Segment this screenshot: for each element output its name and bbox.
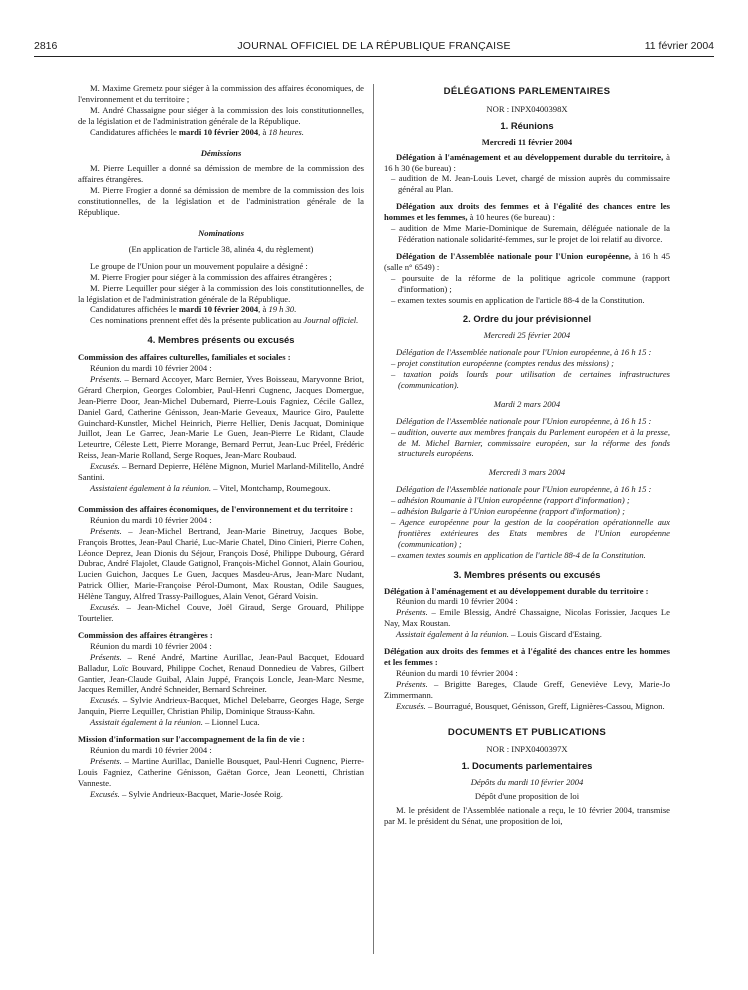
commission-title: Mission d'information sur l'accompagnement de la fin de vie : <box>78 734 305 745</box>
attendees-list: Assistaient également à la réunion. – Vitel, Montchamp, Roumegoux. <box>90 483 331 493</box>
agenda-item: – adhésion Roumanie à l'Union européenne (rapport d'information) ; <box>391 495 630 506</box>
agenda-item: – audition de M. Jean-Louis Levet, chargé de mission auprès du commissaire général au Plan. <box>391 173 670 195</box>
paragraph: M. André Chassaigne pour siéger à la commission des lois constitutionnelles, de la législation et de l'administration générale de la République. <box>78 104 364 126</box>
meeting-day: Mercredi 25 février 2004 <box>483 330 571 341</box>
delegation-entry: Délégation de l'Assemblée nationale pour l'Union européenne, à 16 h 15 : <box>396 415 652 426</box>
meeting-date: Réunion du mardi 10 février 2004 : <box>90 744 212 755</box>
excused-list: Excusés. – Sylvie Andrieux-Bacquet, Marie-Josée Roig. <box>90 788 283 799</box>
agenda-item: – Agence européenne pour la gestion de la coopération opérationnelle aux frontières extérieures des Etats membres de l'Union européenne (communication) ; <box>391 517 670 549</box>
delegation-entry: Délégation de l'Assemblée nationale pour l'Union européenne, à 16 h 45 (salle n° 6549) : <box>384 250 670 272</box>
paragraph: M. Pierre Frogier a donné sa démission de membre de la commission des lois constitutionnelles, de la législation et de l'administration générale de la République. <box>78 185 364 218</box>
excused-list: Excusés. – Jean-Michel Couve, Joël Giraud, Serge Grouard, Philippe Tourtelier. <box>78 602 364 623</box>
excused-list: Excusés. – Bourragué, Bousquet, Génisson, Greff, Lignières-Cassou, Mignon. <box>396 700 665 711</box>
paragraph: Le groupe de l'Union pour un mouvement populaire a désigné : <box>90 260 308 271</box>
journal-title: JOURNAL OFFICIEL DE LA RÉPUBLIQUE FRANÇAISE <box>237 40 511 52</box>
delegation-entry: Délégation de l'Assemblée nationale pour l'Union européenne, à 16 h 15 : <box>396 484 652 495</box>
commission-title: Commission des affaires étrangères : <box>78 629 213 640</box>
meeting-date: Réunion du mardi 10 février 2004 : <box>90 640 212 651</box>
agenda-item: – projet constitution européenne (comptes rendus des missions) ; <box>391 358 614 369</box>
section-heading-membres: 4. Membres présents ou excusés <box>147 334 295 346</box>
present-list: Présents. – René André, Martine Aurillac, Jean-Paul Bacquet, Edouard Balladur, Loïc Bouvard, Philippe Cochet, Renaud Donnedieu de Vabres, Gilbert Gantier, Jean-Claude Guibal, Alain Juppé, François Loncle, Jean-Marc Nesme, Jacques Remiller, André Schneider, Bernard Schreiner. <box>78 651 364 695</box>
agenda-item: – audition, ouverte aux membres français du Parlement européen et à la presse, de M. Michel Barnier, commissaire européen, sur la réforme des fonds structurels européens. <box>391 426 670 459</box>
paragraph: M. Pierre Frogier pour siéger à la commission des affaires étrangères ; <box>90 271 332 282</box>
right-column <box>384 83 670 827</box>
issue-date: 11 février 2004 <box>644 40 714 52</box>
left-column <box>78 83 364 799</box>
attendees-list: Assistait également à la réunion. – Lionnel Luca. <box>90 717 260 728</box>
agenda-item: – examen textes soumis en application de l'article 88-4 de la Constitution. <box>391 294 645 305</box>
paragraph: Ces nominations prennent effet dès la présente publication au Journal officiel. <box>90 315 359 326</box>
meeting-date: Réunion du mardi 10 février 2004 : <box>90 363 212 374</box>
section-heading-documents: 1. Documents parlementaires <box>461 760 593 772</box>
agenda-item: – adhésion Bulgarie à l'Union européenne (rapport d'information) ; <box>391 506 625 517</box>
paragraph: M. Pierre Lequiller a donné sa démission de membre de la commission des affaires étrangères. <box>78 163 364 185</box>
present-list: Présents. – Brigitte Bareges, Claude Greff, Geneviève Levy, Marie-Jo Zimmermann. <box>384 678 670 700</box>
nominations-subtitle: (En application de l'article 38, alinéa 4, du règlement) <box>128 243 314 254</box>
agenda-item: – audition de Mme Marie-Dominique de Suremain, déléguée nationale de la Fédération nationale solidarité-femmes, sur le projet de loi relatif au divorce. <box>391 223 670 244</box>
paragraph: M. Pierre Lequiller pour siéger à la commission des lois constitutionnelles, de la législation et de l'administration générale de la République. <box>78 282 364 304</box>
meeting-day: Mercredi 11 février 2004 <box>481 136 573 147</box>
section-heading-demissions: Démissions <box>200 147 242 158</box>
meeting-day: Mardi 2 mars 2004 <box>493 398 561 409</box>
candidatures-notice: Candidatures affichées le mardi 10 février 2004, à 18 heures. <box>90 126 304 137</box>
delegation-entry: Délégation aux droits des femmes et à l'égalité des chances entre les hommes et les femmes, à 10 heures (6e bureau) : <box>384 201 670 223</box>
present-list: Présents. – Martine Aurillac, Danielle Bousquet, Paul-Henri Cugnenc, Pierre-Louis Fagniez, Catherine Génisson, Gaëtan Gorce, Jean Leonetti, Christian Vanneste. <box>78 755 364 788</box>
column-divider <box>373 84 374 954</box>
delegation-entry: Délégation de l'Assemblée nationale pour l'Union européenne, à 16 h 15 : <box>396 347 652 358</box>
delegation-title: Délégation aux droits des femmes et à l'égalité des chances entre les hommes et les femmes : <box>384 646 670 667</box>
delegation-entry: Délégation à l'aménagement et au développement durable du territoire, à 16 h 30 (6e bureau) : <box>384 151 670 173</box>
excused-list: Excusés. – Bernard Depierre, Hélène Mignon, Muriel Marland-Militello, André Santini. <box>78 461 364 483</box>
delegation-title: Délégation à l'aménagement et au développement durable du territoire : <box>384 585 649 596</box>
meeting-date: Réunion du mardi 10 février 2004 : <box>396 667 518 678</box>
documents-heading: DOCUMENTS ET PUBLICATIONS <box>447 726 607 738</box>
agenda-item: – taxation poids lourds pour utilisation de certaines infrastructures (communication). <box>391 369 670 390</box>
excused-list: Excusés. – Sylvie Andrieux-Bacquet, Michel Delebarre, Georges Hage, Serge Janquin, Pierre Lequiller, Christian Philip, Dominique Strauss-Kahn. <box>78 695 364 717</box>
commission-title: Commission des affaires culturelles, familiales et sociales : <box>78 352 291 363</box>
deposit-date: Dépôts du mardi 10 février 2004 <box>470 777 584 788</box>
candidatures-notice: Candidatures affichées le mardi 10 février 2004, à 19 h 30. <box>90 304 297 315</box>
header-rule <box>34 56 714 57</box>
meeting-date: Réunion du mardi 10 février 2004 : <box>90 514 212 525</box>
section-heading-ordre-du-jour: 2. Ordre du jour prévisionnel <box>462 313 592 325</box>
deposit-type: Dépôt d'une proposition de loi <box>474 791 580 802</box>
meeting-date: Réunion du mardi 10 février 2004 : <box>396 596 518 607</box>
meeting-day: Mercredi 3 mars 2004 <box>488 467 566 478</box>
page-number: 2816 <box>34 40 58 52</box>
page-header <box>34 40 714 54</box>
commission-title: Commission des affaires économiques, de l'environnement et du territoire : <box>78 503 353 514</box>
present-list: Présents. – Emile Blessig, André Chassaigne, Nicolas Forissier, Jacques Le Nay, Max Roustan. <box>384 607 670 629</box>
present-list: Présents. – Bernard Accoyer, Marc Bernier, Yves Boisseau, Maryvonne Briot, Gérard Cherpion, Georges Colombier, Paul-Henri Cugnenc, Jacques Domergue, Jean-Pierre Door, Jean-Michel Dubernard, Pierre-Louis Fagniez, Cécile Gallez, Daniel Gard, Catherine Génisson, Jean-Marie Geveaux, Maurice Giro, Paulette Guinchard-Kunstler, Michel Heinrich, Pierre Hellier, Denis Jacquat, Dominique Juillot, Jean Le Garrec, Jean-Marie Le Guen, Jean-Pierre Le Ridant, Claude Leteurtre, Céleste Lett, Pierre Morange, Bernard Perrut, Jean-Luc Préel, Frédéric Reiss, Jean-Marie Rolland, Serge Roques, Jean-Marc Roubaud. <box>78 373 364 461</box>
section-heading-membres: 3. Membres présents ou excusés <box>453 568 601 580</box>
present-list: Présents. – Jean-Michel Bertrand, Jean-Marie Binetruy, Jacques Bobe, François Brottes, Jean-Paul Charié, Luc-Marie Chatel, Dino Cinieri, Pierre Cohen, Léonce Deprez, Jean Dionis du Séjour, François Dosé, Philippe Dubourg, Gérard Dubrac, André Flajolet, Claude Gatignol, François-Michel Gonnot, Alain Gouriou, Lucien Guichon, Jacques Le Guen, Jacques Masdeu-Arus, Jean-Marc Nudant, Patrick Ollier, Marie-Françoise Pérol-Dumont, Max Roustan, Odile Saugues, Hélène Tanguy, Alfred Trassy-Paillogues, Alain Venot, Gérard Voisin. <box>78 525 364 602</box>
agenda-item: – examen textes soumis en application de l'article 88-4 de la Constitution. <box>391 549 646 560</box>
section-heading-nominations: Nominations <box>198 227 244 238</box>
paragraph: M. le président de l'Assemblée nationale a reçu, le 10 février 2004, transmise par M. le président du Sénat, une proposition de loi, <box>384 805 670 826</box>
delegations-heading: DÉLÉGATIONS PARLEMENTAIRES <box>443 86 611 97</box>
nor-reference: NOR : INPX0400398X <box>486 103 568 114</box>
nor-reference: NOR : INPX0400397X <box>486 744 568 755</box>
agenda-item: – poursuite de la réforme de la politique agricole commune (rapport d'information) ; <box>391 272 670 294</box>
attendees-list: Assistait également à la réunion. – Louis Giscard d'Estaing. <box>396 629 602 640</box>
section-heading-reunions: 1. Réunions <box>500 119 554 131</box>
paragraph: M. Maxime Gremetz pour siéger à la commission des affaires économiques, de l'environnement et du territoire ; <box>78 83 364 104</box>
